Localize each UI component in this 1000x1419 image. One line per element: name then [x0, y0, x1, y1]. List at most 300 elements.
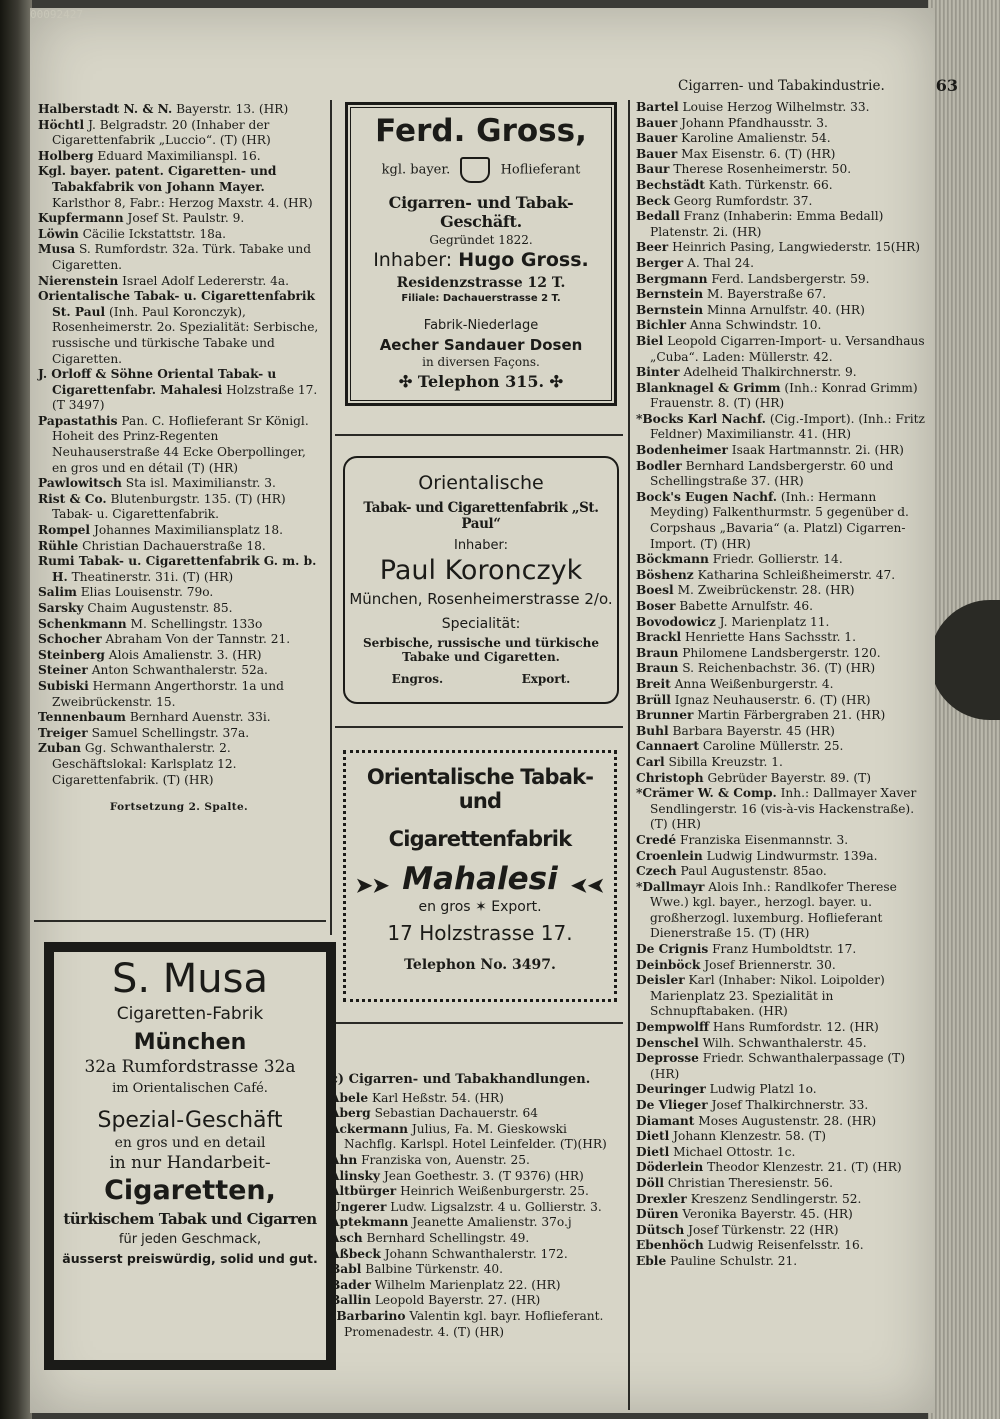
entry-name: J. Orloff & Söhne Oriental Tabak- u Cigarettenfabr. Mahalesi: [38, 367, 277, 397]
entry-text: Cäcilie Ickstattstr. 18a.: [82, 226, 227, 241]
entry-name: Brackl: [636, 630, 682, 645]
entry-text: Ludwig Lindwurmstr. 139a.: [706, 848, 878, 863]
ad-gross-owner: Hugo Gross.: [458, 249, 589, 271]
list-item: [38, 554, 320, 585]
ad-divider-1: [335, 434, 623, 436]
entry-text: Josef Briennerstr. 30.: [704, 957, 836, 972]
entry-text: Christian Theresienstr. 56.: [667, 1175, 833, 1190]
entry-text: Isaak Hartmannstr. 2i. (HR): [731, 443, 904, 458]
ad-gross-warrant-right: Hoflieferant: [500, 162, 581, 178]
entry-name: Pawlowitsch: [38, 476, 122, 491]
entry-name: Steinberg: [38, 647, 105, 662]
list-item: [38, 741, 320, 788]
list-item: [636, 1051, 928, 1082]
ad-gross-address: Residenzstrasse 12 T.: [396, 275, 566, 291]
ad-st-paul: [343, 456, 619, 704]
list-item: [636, 771, 928, 787]
ad-stpaul-address: München, Rosenheimerstrasse 2/o.: [349, 590, 613, 608]
entry-text: Kath. Türkenstr. 66.: [708, 177, 833, 192]
entry-text: Friedr. Gollierstr. 14.: [712, 552, 843, 567]
entry-text: M. Bayerstraße 67.: [706, 287, 827, 302]
entry-name: Ebenhöch: [636, 1238, 704, 1253]
ad-divider-3: [335, 1022, 623, 1024]
list-item: [636, 1192, 928, 1208]
entry-text: Heinrich Pasing, Langwiederstr. 15(HR): [672, 240, 921, 255]
entry-text: Anna Schwindstr. 10.: [689, 318, 822, 333]
ad-musa-also: türkischem Tabak und Cigarren: [63, 1210, 317, 1228]
entry-name: Zuban: [38, 741, 82, 756]
ad-musa-location: im Orientalischen Café.: [112, 1081, 268, 1096]
entry-name: Buhl: [636, 723, 669, 738]
list-item: [38, 601, 320, 617]
entry-name: Bodler: [636, 458, 682, 473]
entry-name: Boesl: [636, 583, 674, 598]
entry-text: Inh.: Dallmayer Xaver Sendlingerstr. 16 (vis-à-vis Hackenstraße). (T) (HR): [650, 786, 917, 832]
entry-name: Bovodowicz: [636, 614, 716, 629]
entry-name: Aptekmann: [330, 1215, 409, 1230]
list-item: [330, 1122, 622, 1153]
list-item: [330, 1278, 622, 1294]
ad-musa-taste: für jeden Geschmack,: [118, 1232, 262, 1247]
list-item: [636, 287, 928, 303]
ad-mahalesi-brand-line: [346, 861, 614, 897]
entry-text: Franz Humboldtstr. 17.: [712, 942, 857, 957]
list-item: [636, 864, 928, 880]
ad-stpaul-specialty-1: Serbische, russische und türkische: [363, 636, 599, 650]
entry-text: Holzstraße 17. (T 3497): [52, 382, 318, 413]
entry-text: (Inh. Paul Koronczyk), Rosenheimerstr. 2o. Spezialität: Serbische, russische und türkische Tabake und Cigaretten.: [52, 304, 319, 366]
entry-text: Karlsthor 8, Fabr.: Herzog Maxstr. 4. (HR): [52, 195, 313, 210]
entry-name: Aberg: [330, 1106, 371, 1121]
entry-name: Sarsky: [38, 601, 84, 615]
entry-text: Theodor Klenzestr. 21. (T) (HR): [707, 1160, 902, 1175]
entry-name: Abele: [330, 1090, 369, 1105]
hand-pointer-right-icon: ➤➤: [355, 872, 390, 897]
entry-name: *Crämer W. & Comp.: [636, 786, 777, 801]
entry-text: Georg Rumfordstr. 37.: [673, 193, 813, 208]
entry-text: Max Eisenstr. 6. (T) (HR): [681, 146, 836, 161]
list-item: [38, 632, 320, 648]
list-item: [636, 646, 928, 662]
entry-name: Bedall: [636, 209, 680, 224]
list-item: [636, 116, 928, 132]
list-item: [38, 492, 320, 523]
ad-mahalesi-address: 17 Holzstrasse 17.: [387, 921, 573, 945]
list-item: [636, 1114, 928, 1130]
entry-text: Ludwig Platzl 1o.: [709, 1082, 817, 1097]
list-item: [38, 476, 320, 492]
entry-name: Orientalische Tabak- u. Cigarettenfabrik St. Paul: [38, 289, 315, 319]
entry-name: Rühle: [38, 538, 79, 553]
ad-musa-factory: Cigaretten-Fabrik: [116, 1004, 264, 1024]
list-item: [38, 585, 320, 601]
entry-text: Gg. Schwanthalerstr. 2. Geschäftslokal: Karlsplatz 12. Cigarettenfabrik. (T) (HR): [52, 741, 237, 787]
entry-name: Löwin: [38, 226, 79, 241]
entry-name: Bauer: [636, 115, 678, 130]
list-item: [38, 648, 320, 664]
entry-name: Böshenz: [636, 567, 694, 582]
list-item: [636, 209, 928, 240]
list-item: [38, 523, 320, 539]
entry-text: Johann Klenzestr. 58. (T): [673, 1129, 826, 1144]
ad-stpaul-trade: [345, 672, 617, 686]
list-item: [38, 149, 320, 165]
list-item: [38, 102, 320, 118]
list-item: [636, 365, 928, 381]
entry-text: Louise Herzog Wilhelmstr. 33.: [682, 100, 870, 114]
entry-text: Samuel Schellingstr. 37a.: [91, 725, 250, 740]
entry-name: Deinböck: [636, 957, 701, 972]
entry-name: Deuringer: [636, 1082, 706, 1097]
ad-stpaul-line2: Tabak- und Cigarettenfabrik „St. Paul“: [363, 500, 599, 532]
list-item: [636, 162, 928, 178]
star-icon: ✶: [475, 899, 487, 915]
entry-text: Bernhard Auenstr. 33i.: [129, 710, 271, 725]
list-item: [636, 256, 928, 272]
entry-name: *Dallmayr: [636, 879, 705, 894]
list-item: [636, 1020, 928, 1036]
entry-text: Karoline Amalienstr. 54.: [681, 131, 831, 146]
header-title: Cigarren- und Tabakindustrie.: [678, 78, 885, 94]
list-item: [38, 414, 320, 476]
list-item: [38, 242, 320, 273]
list-item: [636, 178, 928, 194]
entry-name: Bernstein: [636, 302, 704, 317]
entry-text: Bernhard Schellingstr. 49.: [366, 1230, 530, 1245]
document-id: 00092427: [30, 8, 83, 21]
ad-musa-address: 32a Rumfordstrasse 32a: [84, 1057, 296, 1077]
entry-name: Höchtl: [38, 117, 85, 132]
entry-name: Döderlein: [636, 1160, 704, 1175]
entry-name: Drexler: [636, 1191, 687, 1206]
list-item: [636, 1176, 928, 1192]
entry-text: Therese Rosenheimerstr. 50.: [673, 162, 852, 177]
ad-gross-name: Ferd. Gross,: [375, 113, 587, 149]
entry-name: Breit: [636, 676, 671, 691]
entry-name: Kupfermann: [38, 211, 124, 226]
continuation-note: Fortsetzung 2. Spalte.: [109, 801, 249, 814]
ad-mahalesi-line1: Orientalische Tabak- und: [366, 765, 594, 813]
entry-name: Babl: [330, 1262, 362, 1277]
list-item: [636, 552, 928, 568]
list-item: [330, 1309, 622, 1340]
entry-text: Jean Goethestr. 3. (T 9376) (HR): [383, 1168, 584, 1183]
ad-musa-name: S. Musa: [111, 956, 269, 1002]
list-item: [636, 334, 928, 365]
entry-text: Pauline Schulstr. 21.: [670, 1253, 798, 1268]
list-item: [38, 118, 320, 149]
ad-mahalesi-phone: Telephon No. 3497.: [404, 957, 556, 973]
ad-musa-trade: en gros und en detail: [114, 1135, 266, 1151]
list-item: [330, 1262, 622, 1278]
entry-text: Bayerstr. 13. (HR): [176, 102, 289, 116]
list-item: [330, 1247, 622, 1263]
list-item: [636, 568, 928, 584]
entry-text: Blutenburgstr. 135. (T) (HR) Tabak- u. Cigarettenfabrik.: [52, 491, 286, 522]
entry-text: Franz (Inhaberin: Emma Bedall) Platenstr. 2i. (HR): [650, 209, 884, 239]
entry-name: Credé: [636, 832, 677, 847]
entry-name: Rumi Tabak- u. Cigarettenfabrik G. m. b. H.: [38, 554, 317, 584]
list-item: [38, 710, 320, 726]
list-item: [636, 459, 928, 490]
entry-name: Blanknagel & Grimm: [636, 380, 781, 395]
entry-name: Rist & Co.: [38, 491, 107, 506]
list-item: [38, 289, 320, 367]
list-item: [636, 708, 928, 724]
entry-text: Christian Dachauerstraße 18.: [82, 538, 266, 553]
list-item: [636, 318, 928, 334]
entry-text: S. Rumfordstr. 32a. Türk. Tabake und Cigaretten.: [52, 242, 312, 272]
column-2-list: [330, 1072, 622, 1340]
list-item: [38, 726, 320, 742]
entry-name: Schenkmann: [38, 616, 127, 631]
entry-name: Binter: [636, 365, 680, 380]
list-item: [330, 1184, 622, 1200]
list-item: [38, 227, 320, 243]
entry-list: [636, 100, 928, 1270]
entry-name: Carl: [636, 754, 665, 769]
list-item: [330, 1231, 622, 1247]
entry-name: Denschel: [636, 1035, 699, 1050]
ad-musa-city: München: [133, 1030, 247, 1055]
entry-text: Balbine Türkenstr. 40.: [365, 1262, 504, 1277]
ad-ferd-gross: [345, 102, 617, 406]
entry-text: Pan. C. Hoflieferant Sr Königl. Hoheit des Prinz-Regenten Neuhauserstraße 44 Ecke Oberpollinger, en gros und en détail (T) (HR): [52, 413, 309, 475]
list-item: [636, 786, 928, 833]
list-item: [636, 1223, 928, 1239]
entry-name: Rompel: [38, 523, 91, 538]
list-item: [636, 240, 928, 256]
list-item: [636, 693, 928, 709]
ad-gross-depot: Fabrik-Niederlage: [423, 318, 539, 333]
ad-gross-founded: Gegründet 1822.: [429, 233, 533, 247]
entry-text: Josef Türkenstr. 22 (HR): [688, 1222, 839, 1237]
entry-name: Berger: [636, 255, 684, 270]
entry-name: Bauer: [636, 131, 678, 146]
list-item: [38, 164, 320, 211]
entry-name: Biel: [636, 333, 664, 348]
list-item: [636, 303, 928, 319]
entry-text: Josef Thalkirchnerstr. 33.: [711, 1098, 869, 1112]
entry-text: (Inh.: Hermann Meyding) Falkenthurmstr. 5 gegenüber d. Corpshaus „Bavaria“ (a. Platzl) Cigarren-Import. (T) (HR): [650, 489, 909, 551]
entry-text: Alois Amalienstr. 3. (HR): [108, 647, 262, 662]
section-title: c) Cigarren- und Tabakhandlungen.: [330, 1072, 591, 1087]
ad-mahalesi-line2: Cigarettenfabrik: [388, 827, 572, 851]
entry-text: Johann Pfandhausstr. 3.: [681, 115, 828, 130]
entry-name: Böckmann: [636, 552, 709, 567]
list-item: [38, 274, 320, 290]
entry-name: Bechstädt: [636, 177, 705, 192]
entry-text: Sebastian Dachauerstr. 64: [374, 1106, 538, 1121]
entry-name: Bartel: [636, 100, 679, 114]
entry-text: Wilh. Schwanthalerstr. 45.: [702, 1035, 867, 1050]
entry-text: Valentin kgl. bayr. Hoflieferant. Promenadestr. 4. (T) (HR): [344, 1308, 604, 1339]
entry-name: Asch: [330, 1230, 363, 1245]
ad-gross-phone: Telephon 315.: [417, 372, 545, 391]
column-rule-right: [628, 100, 630, 1410]
list-item: [636, 833, 928, 849]
ad-musa-quality: äusserst preiswürdig, solid und gut.: [62, 1251, 318, 1266]
list-item: [636, 1145, 928, 1161]
entry-text: Leopold Cigarren-Import- u. Versandhaus „Cuba“. Laden: Müllerstr. 42.: [650, 333, 925, 364]
entry-name: Bodenheimer: [636, 443, 728, 458]
entry-name: Dempwolff: [636, 1020, 709, 1035]
entry-name: Eble: [636, 1253, 667, 1268]
entry-text: Gebrüder Bayerstr. 89. (T): [707, 770, 872, 785]
entry-text: Abraham Von der Tannstr. 21.: [105, 632, 291, 647]
ad-gross-business: Cigarren- und Tabak-Geschäft.: [388, 193, 574, 231]
ad-musa-product: Cigaretten,: [104, 1175, 276, 1206]
entry-text: Wilhelm Marienplatz 22. (HR): [374, 1277, 561, 1292]
entry-name: Dütsch: [636, 1222, 685, 1237]
column-rule-left: [330, 100, 332, 935]
entry-name: Czech: [636, 864, 677, 879]
ad-gross-owner-label: Inhaber:: [373, 249, 453, 271]
list-item: [636, 1160, 928, 1176]
list-item: [38, 663, 320, 679]
list-item: [636, 1098, 928, 1114]
page-number: 63: [935, 76, 958, 95]
list-item: [38, 539, 320, 555]
list-item: [330, 1169, 622, 1185]
list-item: [636, 599, 928, 615]
entry-text: Anton Schwanthalerstr. 52a.: [91, 663, 268, 678]
entry-name: Dietl: [636, 1129, 670, 1144]
list-item: [38, 679, 320, 710]
list-item: [636, 724, 928, 740]
entry-text: Ferd. Landsbergerstr. 59.: [711, 271, 870, 286]
entry-text: A. Thal 24.: [687, 255, 755, 270]
ad-gross-warrant-left: kgl. bayer.: [381, 162, 451, 178]
list-item: [330, 1153, 622, 1169]
ad-gross-owner-line: [348, 249, 614, 271]
list-item: [636, 583, 928, 599]
ad-gross-variants: in diversen Façons.: [422, 355, 540, 369]
entry-name: Bader: [330, 1277, 371, 1292]
list-item: [636, 880, 928, 942]
entry-name: Diamant: [636, 1113, 695, 1128]
entry-name: Tennenbaum: [38, 710, 126, 725]
entry-name: *Barbarino: [330, 1308, 406, 1323]
list-item: [636, 739, 928, 755]
entry-name: Ahn: [330, 1152, 358, 1167]
ad-stpaul-specialty-label: Specialität:: [441, 616, 521, 632]
list-item: [636, 443, 928, 459]
entry-text: Chaim Augustenstr. 85.: [87, 601, 233, 615]
entry-text: Jeanette Amalienstr. 37o.j: [412, 1215, 572, 1230]
column-1: [38, 102, 320, 816]
list-item: [636, 1238, 928, 1254]
ad-gross-product: Aecher Sandauer Dosen: [379, 336, 583, 354]
entry-text: Israel Adolf Ledererstr. 4a.: [122, 273, 290, 288]
entry-text: Sibilla Kreuzstr. 1.: [668, 754, 783, 769]
ad-stpaul-engros: Engros.: [391, 672, 444, 686]
entry-text: Hermann Angerthorstr. 1a und Zweibrückenstr. 15.: [52, 678, 284, 709]
entry-text: Anna Weißenburgerstr. 4.: [674, 676, 834, 691]
entry-name: Cannaert: [636, 739, 700, 754]
ad-stpaul-owner-label: Inhaber:: [453, 538, 509, 553]
entry-name: Kgl. bayer. patent. Cigaretten- und Tabakfabrik von Johann Mayer.: [38, 164, 277, 194]
entry-name: Bichler: [636, 318, 687, 333]
list-item: [330, 1215, 622, 1231]
ornament-right-icon: ✣: [544, 372, 564, 391]
entry-text: Veronika Bayerstr. 45. (HR): [682, 1207, 853, 1222]
entry-name: Deisler: [636, 973, 685, 988]
entry-name: Subiski: [38, 678, 89, 693]
entry-text: Babette Arnulfstr. 46.: [679, 599, 813, 613]
entry-text: Eduard Maximilianspl. 16.: [97, 148, 261, 163]
entry-text: Barbara Bayerstr. 45 (HR): [672, 723, 835, 738]
entry-text: Henriette Hans Sachsstr. 1.: [685, 630, 856, 645]
entry-text: Katharina Schleißheimerstr. 47.: [697, 567, 896, 582]
entry-text: Franziska Eisenmannstr. 3.: [680, 832, 849, 847]
column-3: [636, 100, 928, 1270]
entry-text: Alois Inh.: Randlkofer Therese Wwe.) kgl. bayer., herzogl. bayer. u. großherzogl. luxemburg. Hoflieferant Dienerstraße 15. (T) (HR): [650, 879, 897, 941]
entry-name: De Crignis: [636, 942, 709, 957]
entry-name: Brüll: [636, 692, 671, 707]
list-item: [636, 630, 928, 646]
entry-name: Düren: [636, 1207, 679, 1222]
list-item: [636, 849, 928, 865]
entry-name: Musa: [38, 242, 76, 257]
entry-text: Moses Augustenstr. 28. (HR): [698, 1113, 877, 1128]
list-item: [636, 1036, 928, 1052]
ad-gross-phone-line: [348, 372, 614, 391]
list-item: [636, 1254, 928, 1270]
entry-text: Karl Heßstr. 54. (HR): [372, 1090, 504, 1105]
entry-name: Halberstadt N. & N.: [38, 102, 173, 116]
ad-gross-branch: Filiale: Dachauerstrasse 2 T.: [401, 293, 561, 304]
entry-name: Boser: [636, 599, 676, 613]
entry-text: Sta isl. Maximilianstr. 3.: [125, 476, 276, 491]
entry-name: Ackermann: [330, 1121, 409, 1136]
list-item: [636, 958, 928, 974]
entry-name: Alinsky: [330, 1168, 380, 1183]
entry-text: Caroline Müllerstr. 25.: [702, 739, 844, 754]
entry-text: Adelheid Thalkirchnerstr. 9.: [683, 365, 857, 380]
list-item: [636, 942, 928, 958]
list-item: [636, 615, 928, 631]
entry-text: Karl (Inhaber: Nikol. Loipolder) Marienplatz 23. Spezialität in Schnupftabaken. (HR): [650, 973, 885, 1019]
entry-name: Beer: [636, 240, 669, 255]
entry-text: Josef St. Paulstr. 9.: [127, 211, 245, 226]
entry-list: [330, 1091, 622, 1341]
ad-musa-handmade: in nur Handarbeit-: [109, 1153, 271, 1173]
entry-text: Theatinerstr. 31i. (T) (HR): [71, 569, 234, 584]
entry-text: M. Zweibrückenstr. 28. (HR): [677, 583, 855, 598]
list-item: [636, 973, 928, 1020]
entry-text: Heinrich Weißenburgerstr. 25.: [400, 1184, 589, 1199]
ornament-left-icon: ✣: [398, 372, 418, 391]
entry-text: Philomene Landsbergerstr. 120.: [682, 645, 881, 660]
list-item: [636, 1207, 928, 1223]
list-item: [38, 367, 320, 414]
ad-stpaul-export: Export.: [521, 672, 571, 686]
list-item: [330, 1200, 622, 1216]
entry-name: Döll: [636, 1175, 664, 1190]
entry-text: Bernhard Landsbergerstr. 60 und Schellingstraße 37. (HR): [650, 458, 894, 489]
entry-text: Hans Rumfordstr. 12. (HR): [712, 1020, 879, 1035]
entry-name: *Bocks Karl Nachf.: [636, 411, 766, 426]
list-item: [38, 211, 320, 227]
running-header: [678, 78, 958, 94]
list-item: [636, 147, 928, 163]
entry-text: Paul Augustenstr. 85ao.: [680, 864, 827, 879]
list-item: [636, 194, 928, 210]
entry-name: Holberg: [38, 148, 94, 163]
ad-stpaul-specialty-2: Tabake und Cigaretten.: [402, 650, 560, 664]
entry-text: Michael Ottostr. 1c.: [673, 1144, 796, 1159]
